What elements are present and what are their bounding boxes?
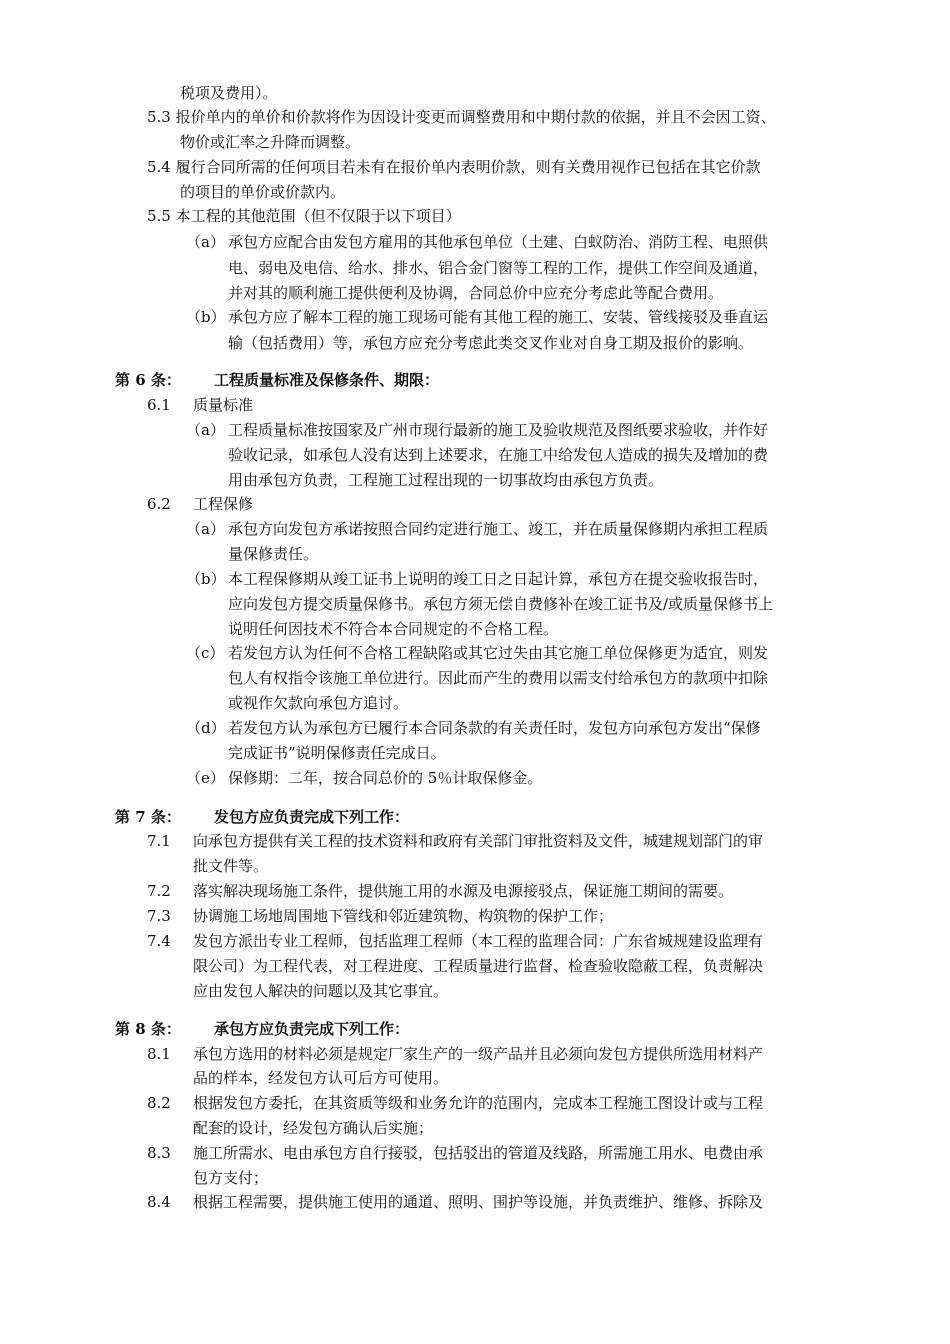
article-number: 第 6 条：	[115, 371, 181, 389]
text-line: 若发包方认为任何不合格工程缺陷或其它过失由其它施工单位保修更为适宜，则发	[228, 644, 769, 662]
item-marker: （d）	[186, 719, 226, 737]
clause-number: 6.2	[147, 495, 171, 513]
clause-number: 8.4	[147, 1193, 171, 1211]
text-line: 应由发包人解决的问题以及其它事宜。	[193, 982, 449, 1000]
clause-title: 质量标准	[193, 396, 254, 414]
clause-5-3: 5.3 报价单内的单价和价款将作为因设计变更而调整费用和中期付款的依据，并且不会因工资、	[147, 108, 776, 126]
text-line: 根据工程需要，提供施工使用的通道、照明、围护等设施，并负责维护、维修、拆除及	[193, 1193, 764, 1211]
clause-number: 7.4	[147, 932, 171, 950]
text-line: 发包方派出专业工程师，包括监理工程师（本工程的监理合同：广东省城规建设监理有	[193, 932, 764, 950]
text-line: 品的样本，经发包方认可后方可使用。	[193, 1069, 449, 1087]
text-line: 完成证书”说明保修责任完成日。	[228, 744, 446, 762]
text-line: 用由承包方负责，工程施工过程出现的一切事故均由承包方负责。	[228, 471, 664, 489]
clause-number: 8.1	[147, 1045, 171, 1063]
article-number: 第 7 条：	[115, 808, 181, 826]
text-line: 承包方向发包方承诺按照合同约定进行施工、竣工，并在质量保修期内承担工程质	[228, 520, 769, 538]
text-line: 并对其的顺利施工提供便利及协调，合同总价中应充分考虑此等配合费用。	[228, 284, 724, 302]
text-line: 应向发包方提交质量保修书。承包方须无偿自费修补在竣工证书及/或质量保修书上	[228, 595, 774, 613]
clause-number: 7.1	[147, 832, 171, 850]
text-line: 若发包方认为承包方已履行本合同条款的有关责任时，发包方向承包方发出“保修	[228, 719, 761, 737]
text-line: 量保修责任。	[228, 545, 319, 563]
text-line: 批文件等。	[193, 857, 269, 875]
clause-number: 8.3	[147, 1144, 171, 1162]
text-line: 协调施工场地周围地下管线和邻近建筑物、构筑物的保护工作；	[193, 907, 614, 925]
item-marker: （b）	[186, 570, 226, 588]
text-line: 承包方选用的材料必须是规定厂家生产的一级产品并且必须向发包方提供所选用材料产	[193, 1045, 764, 1063]
text-line: 或视作欠款向承包方追讨。	[228, 694, 409, 712]
text-line: 配套的设计，经发包方确认后实施；	[193, 1119, 434, 1137]
article-heading: 发包方应负责完成下列工作：	[214, 808, 410, 826]
text-line: 工程质量标准按国家及广州市现行最新的施工及验收规范及图纸要求验收，并作好	[228, 421, 769, 439]
clause-number: 7.3	[147, 907, 171, 925]
clause-5-5: 5.5 本工程的其他范围（但不仅限于以下项目）	[147, 207, 461, 225]
clause-number: 8.2	[147, 1094, 171, 1112]
text-line: 包方支付；	[193, 1169, 269, 1187]
text-line: 保修期：二年，按合同总价的 5％计取保修金。	[228, 769, 543, 787]
text-line: 税项及费用）。	[180, 84, 278, 102]
article-heading: 工程质量标准及保修条件、期限：	[214, 371, 440, 389]
text-line: 限公司）为工程代表，对工程进度、工程质量进行监督、检查验收隐蔽工程，负责解决	[193, 957, 764, 975]
text-line: 说明任何因技术不符合本合同规定的不合格工程。	[228, 620, 559, 638]
clause-number: 6.1	[147, 396, 171, 414]
clause-title: 工程保修	[193, 495, 254, 513]
item-marker: （c）	[186, 644, 225, 662]
article-heading: 承包方应负责完成下列工作：	[214, 1020, 410, 1038]
text-line: 施工所需水、电由承包方自行接驳，包括驳出的管道及线路，所需施工用水、电费由承	[193, 1144, 764, 1162]
text-line: 承包方应了解本工程的施工现场可能有其他工程的施工、安装、管线接驳及垂直运	[228, 308, 769, 326]
text-line: 物价或汇率之升降而调整。	[180, 133, 361, 151]
item-marker: （e）	[186, 769, 225, 787]
item-marker: （a）	[186, 421, 225, 439]
text-line: 验收记录，如承包人没有达到上述要求，在施工中给发包人造成的损失及增加的费	[228, 446, 769, 464]
clause-5-4: 5.4 履行合同所需的任何项目若未有在报价单内表明价款，则有关费用视作已包括在其它价款	[147, 158, 761, 176]
text-line: 承包方应配合由发包方雇用的其他承包单位（土建、白蚁防治、消防工程、电照供	[228, 233, 769, 251]
text-line: 的项目的单价或价款内。	[180, 183, 346, 201]
text-line: 根据发包方委托，在其资质等级和业务允许的范围内，完成本工程施工图设计或与工程	[193, 1094, 764, 1112]
item-marker: （a）	[186, 233, 225, 251]
text-line: 电、弱电及电信、给水、排水、铝合金门窗等工程的工作，提供工作空间及通道，	[228, 259, 769, 277]
text-line: 输（包括费用）等，承包方应充分考虑此类交叉作业对自身工期及报价的影响。	[228, 334, 754, 352]
text-line: 包人有权指令该施工单位进行。因此而产生的费用以需支付给承包方的款项中扣除	[228, 669, 769, 687]
text-line: 本工程保修期从竣工证书上说明的竣工日之日起计算，承包方在提交验收报告时，	[228, 570, 769, 588]
article-number: 第 8 条：	[115, 1020, 181, 1038]
item-marker: （b）	[186, 308, 226, 326]
text-line: 落实解决现场施工条件，提供施工用的水源及电源接驳点，保证施工期间的需要。	[193, 882, 734, 900]
text-line: 向承包方提供有关工程的技术资料和政府有关部门审批资料及文件，城建规划部门的审	[193, 832, 764, 850]
clause-number: 7.2	[147, 882, 171, 900]
item-marker: （a）	[186, 520, 225, 538]
